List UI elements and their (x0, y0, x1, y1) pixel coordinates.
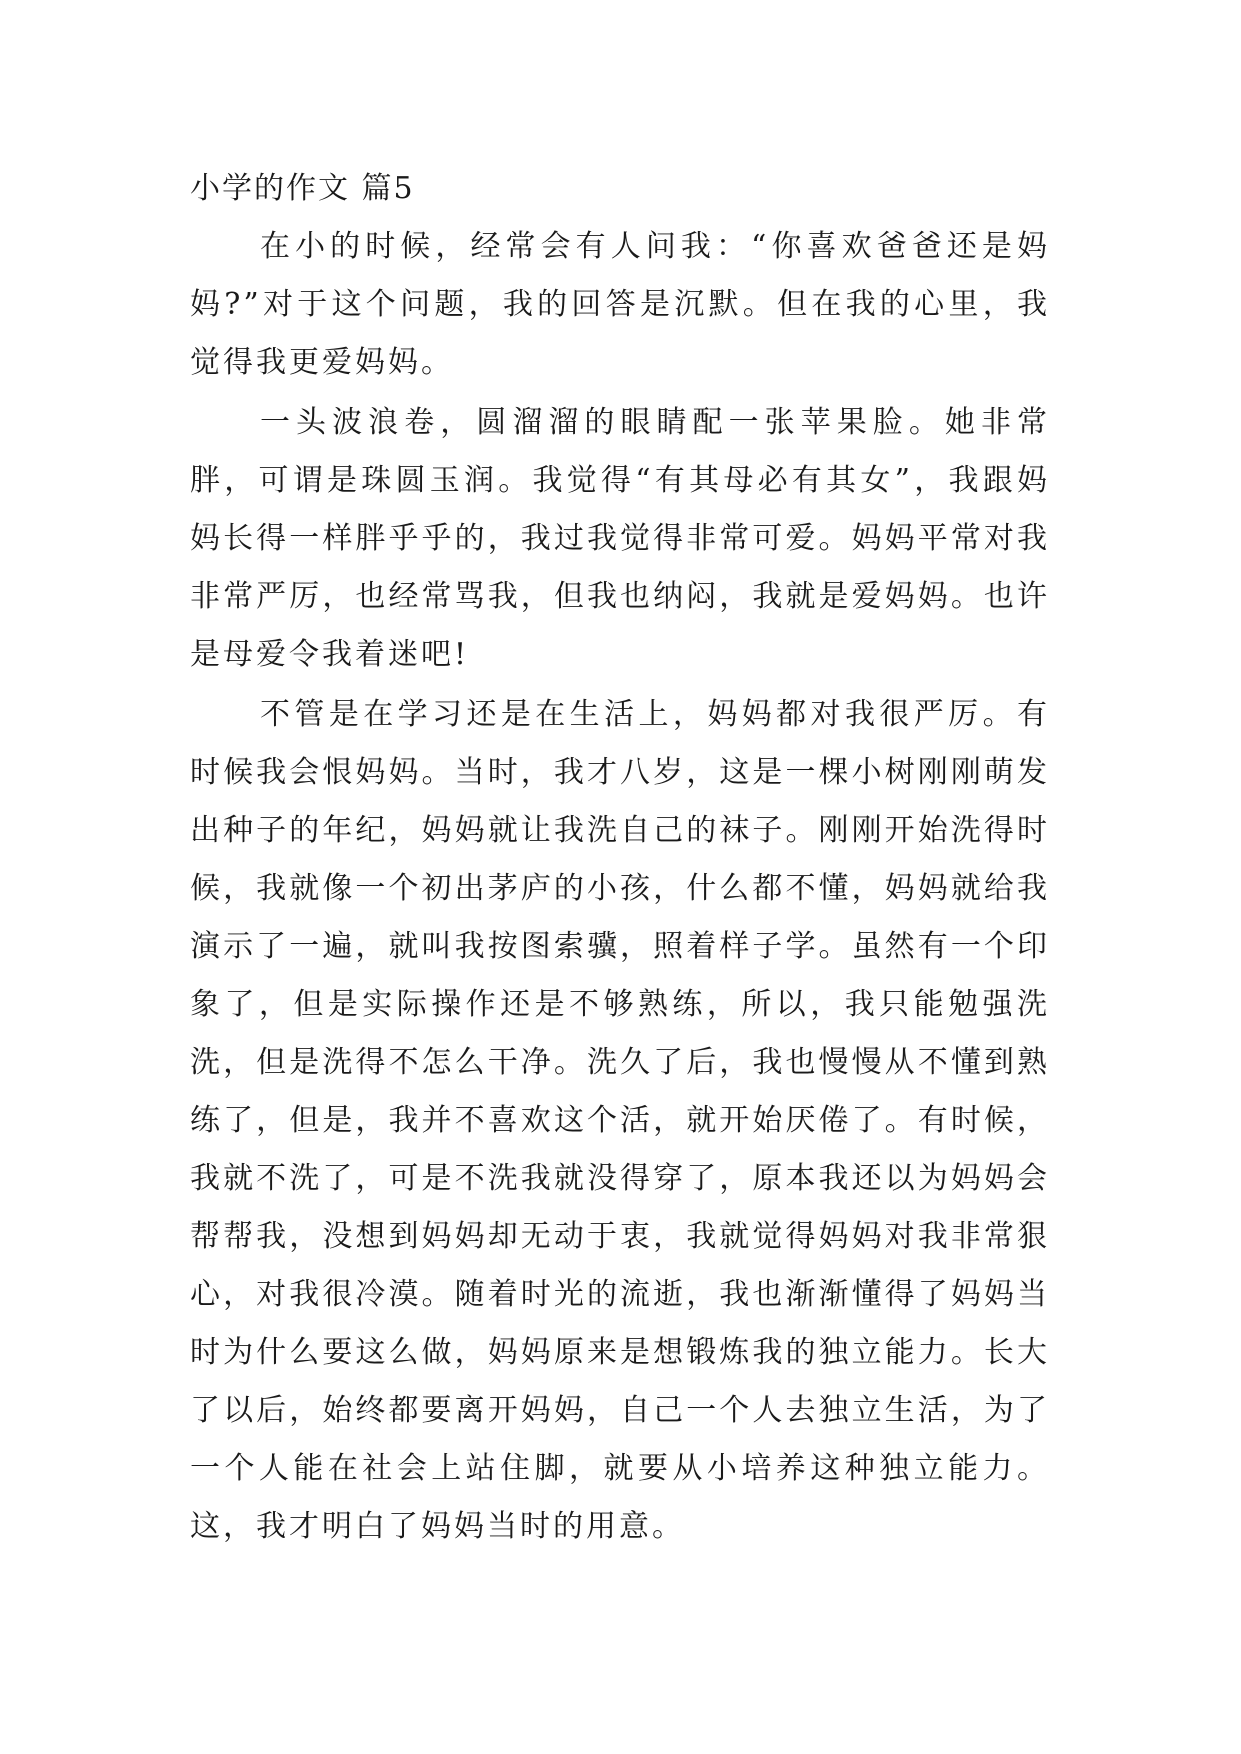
document-title: 小学的作文 篇5 (190, 171, 415, 206)
paragraph-2: 一头波浪卷，圆溜溜的眼睛配一张苹果脸。她非常胖，可谓是珠圆玉润。我觉得“有其母必有其女”，我跟妈妈长得一样胖乎乎的，我过我觉得非常可爱。妈妈平常对我非常严厉，也经常骂我，但我也纳闷，我就是爱妈妈。也许是母爱令我着迷吧! (190, 405, 1050, 672)
paragraph-3: 不管是在学习还是在生活上，妈妈都对我很严厉。有时候我会恨妈妈。当时，我才八岁，这是一棵小树刚刚萌发出种子的年纪，妈妈就让我洗自己的袜子。刚刚开始洗得时候，我就像一个初出茅庐的小孩，什么都不懂，妈妈就给我演示了一遍，就叫我按图索骥，照着样子学。虽然有一个印象了，但是实际操作还是不够熟练，所以，我只能勉强洗洗，但是洗得不怎么干净。洗久了后，我也慢慢从不懂到熟练了，但是，我并不喜欢这个活，就开始厌倦了。有时候，我就不洗了，可是不洗我就没得穿了，原本我还以为妈妈会帮帮我，没想到妈妈却无动于衷，我就觉得妈妈对我非常狠心，对我很冷漠。随着时光的流逝，我也渐渐懂得了妈妈当时为什么要这么做，妈妈原来是想锻炼我的独立能力。长大了以后，始终都要离开妈妈，自己一个人去独立生活，为了一个人能在社会上站住脚，就要从小培养这种独立能力。这，我才明白了妈妈当时的用意。 (190, 697, 1050, 1544)
document-body (190, 160, 1050, 1558)
paragraph-1: 在小的时候，经常会有人问我：“你喜欢爸爸还是妈妈?”对于这个问题，我的回答是沉默。但在我的心里，我觉得我更爱妈妈。 (190, 229, 1050, 380)
